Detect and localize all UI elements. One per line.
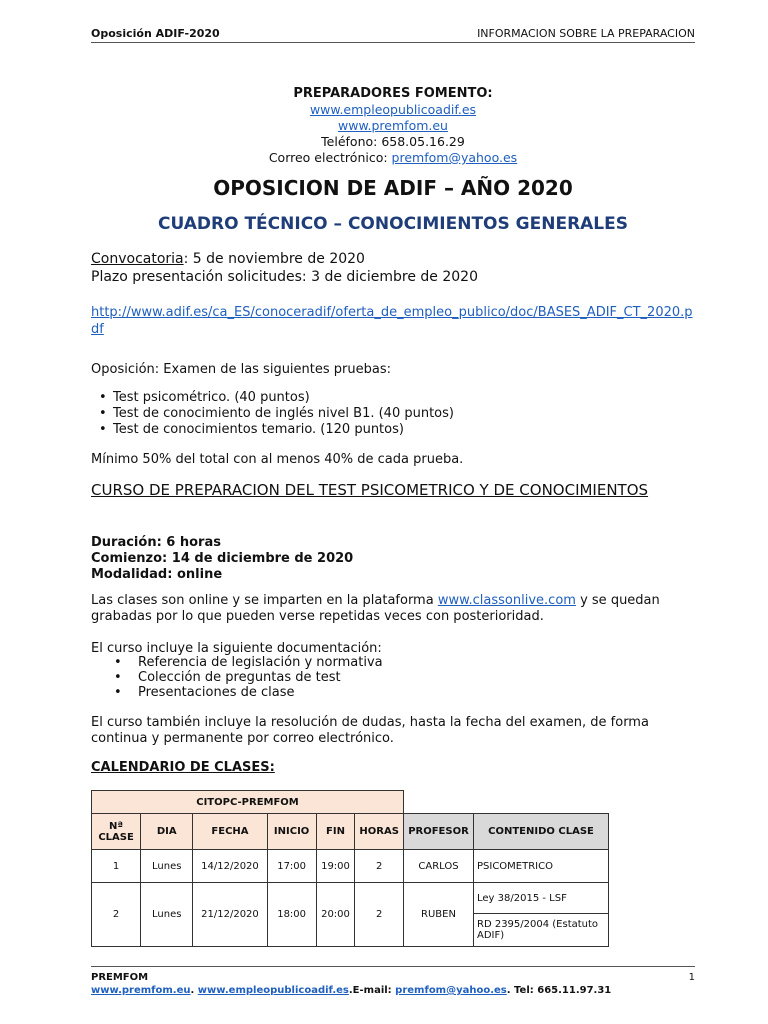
cell: 17:00 xyxy=(267,850,316,883)
page-subtitle: CUADRO TÉCNICO – CONOCIMIENTOS GENERALES xyxy=(157,214,629,234)
footer-email-label: .E-mail: xyxy=(348,985,396,996)
curso-title: CURSO DE PREPARACION DEL TEST PSICOMETRICO Y DE CONOCIMIENTOS xyxy=(91,481,649,499)
list-item: • Presentaciones de clase xyxy=(138,685,383,700)
minimo: Mínimo 50% del total con al menos 40% de cada prueba. xyxy=(91,452,464,467)
footer-org: PREMFOM xyxy=(91,972,149,983)
table-group-header: CITOPC-PREMFOM xyxy=(92,791,404,814)
cell: 2 xyxy=(92,883,141,947)
correo-label: Correo electrónico: xyxy=(268,150,392,165)
convocatoria-label: Convocatoria xyxy=(91,251,184,267)
th-inicio: INICIO xyxy=(267,814,316,850)
cell: 18:00 xyxy=(267,883,316,947)
th-horas: HORAS xyxy=(355,814,404,850)
cell: RUBEN xyxy=(404,883,474,947)
convocatoria-block xyxy=(91,250,695,286)
dudas-text: El curso también incluye la resolución de dudas, hasta la fecha del examen, de forma continua y permanente por correo electrónico. xyxy=(91,715,649,746)
cell: 14/12/2020 xyxy=(193,850,267,883)
table-row xyxy=(92,883,609,914)
footer-link-empleo[interactable]: www.empleopublicoadif.es xyxy=(197,985,349,996)
clases-pre: Las clases son online y se imparten en la plataforma xyxy=(91,593,438,608)
list-item: • Test de conocimientos temario. (120 puntos) xyxy=(113,422,454,438)
footer-contact xyxy=(91,985,611,996)
cell: Lunes xyxy=(141,850,193,883)
documentacion-list xyxy=(138,655,383,700)
modalidad: Modalidad: online xyxy=(91,567,223,582)
page-number: 1 xyxy=(688,972,695,983)
cell: 21/12/2020 xyxy=(193,883,267,947)
th-contenido: CONTENIDO CLASE xyxy=(474,814,609,850)
cell: 2 xyxy=(355,850,404,883)
telefono: Teléfono: 658.05.16.29 xyxy=(321,134,465,149)
th-clase: Nª CLASE xyxy=(92,814,141,850)
clases-post: y se quedan grabadas por lo que pueden verse repetidas veces con posterioridad. xyxy=(91,593,660,624)
duracion: Duración: 6 horas xyxy=(91,535,221,550)
oposicion-intro: Oposición: Examen de las siguientes pruebas: xyxy=(91,362,391,377)
calendario-title: CALENDARIO DE CLASES: xyxy=(91,760,275,775)
link-empleopublicoadif[interactable]: www.empleopublicoadif.es xyxy=(309,102,477,117)
footer-sep: . xyxy=(190,985,198,996)
footer-divider xyxy=(91,966,695,967)
plazo: Plazo presentación solicitudes: 3 de diciembre de 2020 xyxy=(91,269,478,285)
bases-link[interactable]: http://www.adif.es/ca_ES/conoceradif/oferta_de_empleo_publico/doc/BASES_ADIF_CT_2020.pdf xyxy=(91,305,693,337)
header-right: INFORMACION SOBRE LA PREPARACION xyxy=(477,27,695,40)
list-item: • Colección de preguntas de test xyxy=(138,670,383,685)
cell: 2 xyxy=(355,883,404,947)
cell: Lunes xyxy=(141,883,193,947)
cell: PSICOMETRICO xyxy=(474,850,609,883)
list-item: • Test psicométrico. (40 puntos) xyxy=(113,390,454,406)
curso-facts xyxy=(91,535,695,583)
cell: CARLOS xyxy=(404,850,474,883)
footer-link-email[interactable]: premfom@yahoo.es xyxy=(395,985,507,996)
cell: RD 2395/2004 (Estatuto ADIF) xyxy=(474,914,609,947)
calendario-table xyxy=(91,790,609,947)
list-item: • Test de conocimiento de inglés nivel B1. (40 puntos) xyxy=(113,406,454,422)
table-row xyxy=(92,850,609,883)
footer-tel: . Tel: 665.11.97.31 xyxy=(506,985,612,996)
pruebas-list xyxy=(113,390,454,438)
th-fecha: FECHA xyxy=(193,814,267,850)
list-item: • Referencia de legislación y normativa xyxy=(138,655,383,670)
incluye-intro: El curso incluye la siguiente documentación: xyxy=(91,641,382,656)
footer-link-premfom[interactable]: www.premfom.eu xyxy=(91,985,191,996)
cell: 19:00 xyxy=(316,850,355,883)
link-correo[interactable]: premfom@yahoo.es xyxy=(391,150,518,165)
comienzo: Comienzo: 14 de diciembre de 2020 xyxy=(91,551,354,566)
link-classonlive[interactable]: www.classonlive.com xyxy=(437,593,576,608)
link-premfom[interactable]: www.premfom.eu xyxy=(338,118,448,133)
preparadores-block xyxy=(91,102,695,166)
page-title: OPOSICION DE ADIF – AÑO 2020 xyxy=(213,176,573,200)
cell: 1 xyxy=(92,850,141,883)
th-fin: FIN xyxy=(316,814,355,850)
preparadores-title: PREPARADORES FOMENTO: xyxy=(293,86,493,101)
table-header-row xyxy=(92,814,609,850)
th-dia: DIA xyxy=(141,814,193,850)
convocatoria-value: : 5 de noviembre de 2020 xyxy=(183,251,365,267)
cell: 20:00 xyxy=(316,883,355,947)
header-left: Oposición ADIF-2020 xyxy=(91,27,220,40)
th-profesor: PROFESOR xyxy=(404,814,474,850)
clases-text xyxy=(91,593,695,625)
cell: Ley 38/2015 - LSF xyxy=(474,883,609,914)
header-divider xyxy=(91,42,695,43)
